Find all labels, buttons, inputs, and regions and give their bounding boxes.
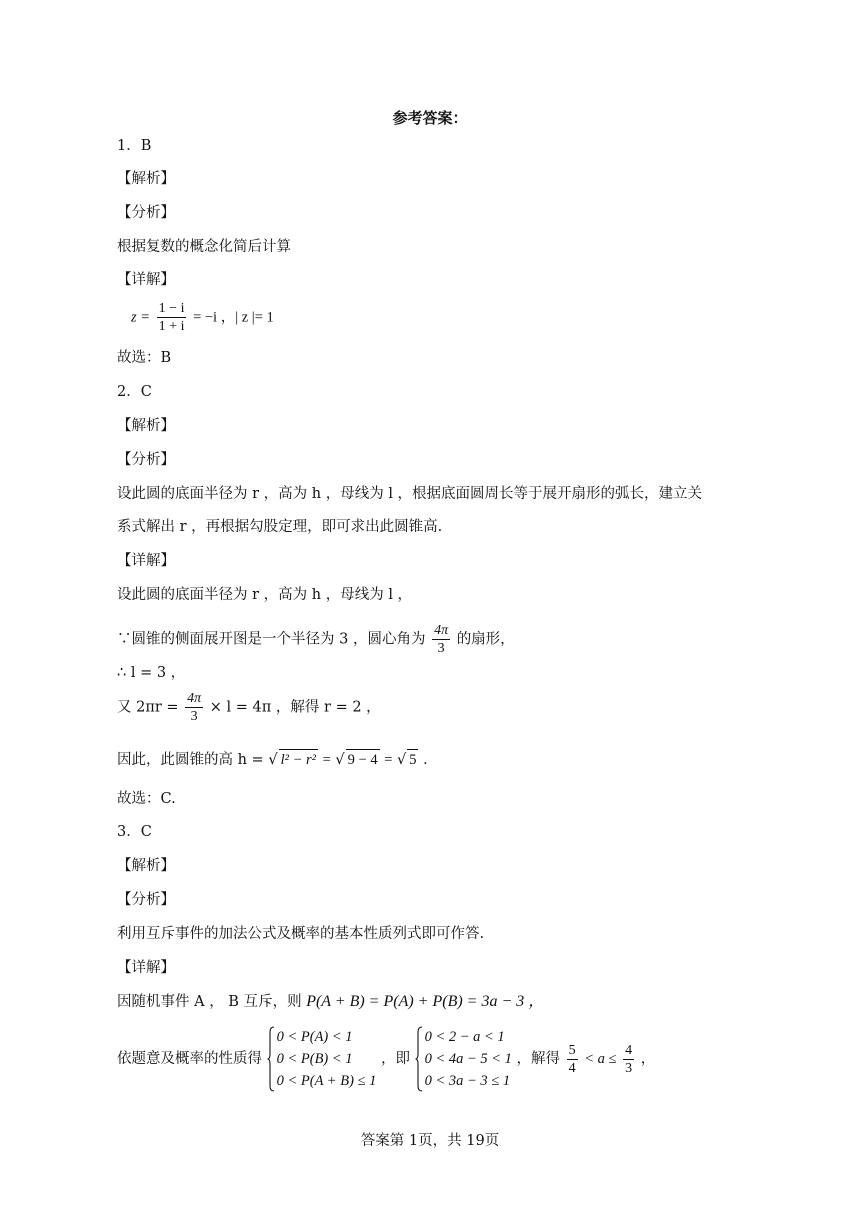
q2-line5-radicand-1: l² − r² bbox=[279, 749, 318, 770]
q3-number: 3．C bbox=[117, 824, 152, 840]
q2-line4-text-b: × l = 4π ，解得 r = 2 ， bbox=[209, 699, 381, 716]
q2-line4-fraction bbox=[185, 690, 203, 725]
q2-line5-equals-2: = bbox=[384, 752, 393, 768]
q2-number: 2．C bbox=[117, 384, 152, 400]
q2-fenxi-line1: 设此圆的底面半径为 r ，高为 h ，母线为 l ，根据底面圆周长等于展开扇形的弧长，建立关 bbox=[117, 486, 703, 502]
q2-line2-text-b: 的扇形， bbox=[456, 631, 515, 648]
q2-line2-numerator: 4π bbox=[434, 623, 449, 638]
q2-line2-text-a: ∵圆锥的侧面展开图是一个半径为 3 ，圆心角为 bbox=[117, 631, 426, 648]
q1-eq-numerator: 1 − i bbox=[158, 301, 185, 316]
q3-fraction-a-denominator: 4 bbox=[568, 1060, 576, 1076]
q2-line4-text-a: 又 2πr = bbox=[117, 699, 179, 716]
sqrt-symbol-icon: √ bbox=[268, 752, 278, 768]
q3-fraction-b-numerator: 4 bbox=[625, 1042, 633, 1058]
q3-system-2 bbox=[415, 1026, 512, 1092]
q3-line2-end: ， bbox=[640, 1051, 656, 1067]
q1-eq-denominator: 1 + i bbox=[158, 319, 185, 334]
q2-line4-denominator: 3 bbox=[190, 709, 198, 724]
q3-fraction-a-numerator: 5 bbox=[568, 1042, 576, 1058]
q3-fenxi-heading: 【分析】 bbox=[117, 892, 175, 908]
q1-eq-z: z = bbox=[131, 309, 151, 326]
q3-line2-text-a: 依题意及概率的性质得 bbox=[117, 1051, 262, 1067]
page-footer: 答案第 1页，共 19页 bbox=[360, 1133, 500, 1149]
q3-system-2-row: 0 < 2 − a < 1 bbox=[424, 1029, 505, 1045]
q1-jiexi-heading: 【解析】 bbox=[117, 171, 175, 187]
q3-system-1-row: 0 < P(A + B) ≤ 1 bbox=[276, 1073, 377, 1089]
q3-fraction-b bbox=[623, 1042, 634, 1077]
q3-line1-formula: P(A + B) = P(A) + P(B) = 3a − 3 ， bbox=[306, 993, 545, 1010]
q3-jiexi-heading: 【解析】 bbox=[117, 858, 175, 874]
q3-fraction-b-denominator: 3 bbox=[625, 1060, 633, 1076]
q2-line5-radicand-3: 5 bbox=[407, 749, 418, 770]
q3-system-1-row: 0 < P(B) < 1 bbox=[276, 1051, 353, 1067]
q2-line1: 设此圆的底面半径为 r ，高为 h ，母线为 l ， bbox=[117, 587, 413, 603]
left-brace-icon bbox=[267, 1026, 275, 1092]
q3-line1 bbox=[117, 992, 544, 1012]
q2-line2 bbox=[117, 622, 515, 657]
q1-fenxi-heading: 【分析】 bbox=[117, 205, 175, 221]
q2-line5-equals-1: = bbox=[322, 752, 331, 768]
q1-fenxi-text: 根据复数的概念化简后计算 bbox=[117, 239, 291, 255]
q2-fenxi-line2: 系式解出 r ，再根据勾股定理，即可求出此圆锥高. bbox=[117, 519, 443, 535]
q2-line2-denominator: 3 bbox=[437, 641, 445, 656]
q1-eq-rest: = −i ，| z |= 1 bbox=[193, 309, 274, 326]
q2-xiangjie-heading: 【详解】 bbox=[117, 553, 175, 569]
q2-line3: ∴ l = 3 ， bbox=[117, 665, 186, 681]
sqrt-symbol-icon: √ bbox=[335, 752, 345, 768]
q2-line5-text-a: 因此，此圆锥的高 h = bbox=[117, 752, 264, 768]
q3-fraction-a bbox=[567, 1042, 578, 1077]
q1-answer: 故选：B bbox=[117, 350, 172, 366]
sqrt-symbol-icon: √ bbox=[396, 752, 407, 768]
q3-line2-text-c: ，解得 bbox=[516, 1051, 561, 1067]
q1-equation bbox=[131, 300, 274, 335]
q2-line4 bbox=[117, 690, 381, 725]
q2-line4-numerator: 4π bbox=[187, 691, 202, 706]
q2-line5 bbox=[117, 749, 438, 770]
q2-fenxi-heading: 【分析】 bbox=[117, 452, 175, 468]
q3-line2-inequality: < a ≤ bbox=[584, 1051, 617, 1067]
q3-line2-text-b: ，即 bbox=[380, 1051, 410, 1067]
q2-line5-radicand-2: 9 − 4 bbox=[346, 749, 380, 770]
page-title: 参考答案： bbox=[392, 109, 468, 127]
q2-answer: 故选：C. bbox=[117, 791, 176, 807]
left-brace-icon bbox=[415, 1026, 423, 1092]
q1-number: 1．B bbox=[117, 138, 152, 154]
q3-system-1-row: 0 < P(A) < 1 bbox=[276, 1029, 353, 1045]
q3-system-2-row: 0 < 3a − 3 ≤ 1 bbox=[424, 1073, 511, 1089]
q3-line1-text-a: 因随机事件 A ， B 互斥，则 bbox=[117, 994, 302, 1010]
q3-line2 bbox=[117, 1026, 655, 1092]
q3-xiangjie-heading: 【详解】 bbox=[117, 960, 175, 976]
q3-system-1 bbox=[267, 1026, 377, 1092]
q1-eq-fraction bbox=[157, 300, 187, 335]
q1-xiangjie-heading: 【详解】 bbox=[117, 272, 175, 288]
q2-jiexi-heading: 【解析】 bbox=[117, 418, 175, 434]
q2-line2-fraction bbox=[432, 622, 450, 657]
q2-line5-end: ． bbox=[423, 752, 438, 768]
q3-fenxi-text: 利用互斥事件的加法公式及概率的基本性质列式即可作答. bbox=[117, 926, 485, 942]
q3-system-2-row: 0 < 4a − 5 < 1 bbox=[424, 1051, 512, 1067]
